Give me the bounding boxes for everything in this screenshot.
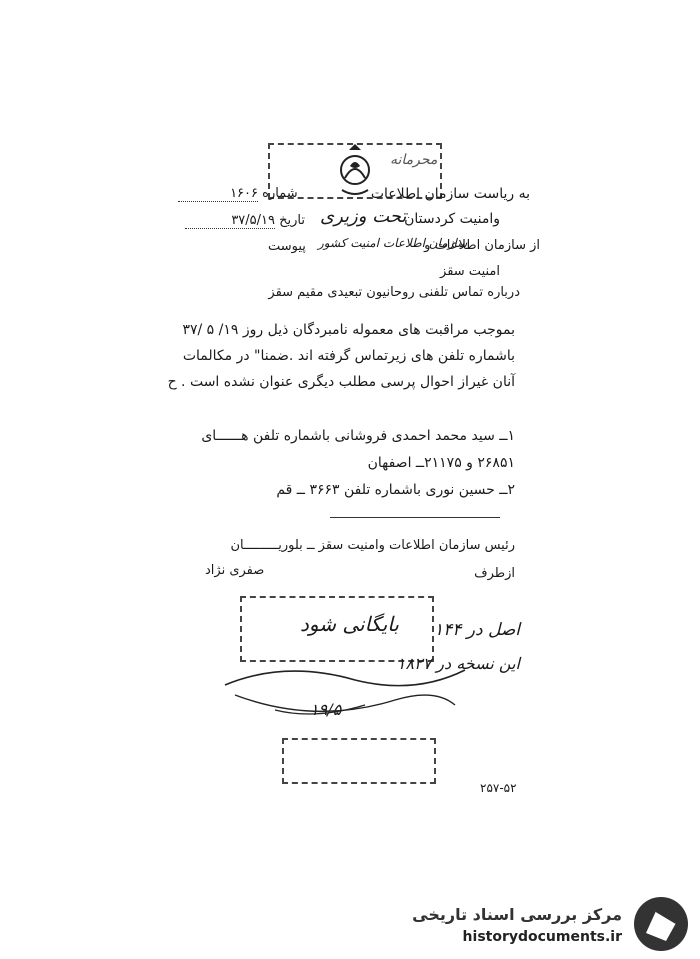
hand-annotation-3: ۱۹/۵ xyxy=(310,700,342,719)
signature-name: صفری نژاد xyxy=(205,563,265,578)
hand-annotation-1: اصل در ۱۴۴ xyxy=(433,620,520,640)
addressee-line1: به ریاست سازمان اطلاعات xyxy=(370,186,530,202)
date-field: تاریخ ۳۷/۵/۱۹ xyxy=(185,213,305,229)
filed-stamp-text: بایگانی شود xyxy=(300,612,399,636)
body-line-3: آنان غیراز احوال پرسی مطلب دیگری عنوان نشده است . ح xyxy=(167,374,515,390)
from-stamp: سازمان اطلاعات امنیت کشور xyxy=(318,236,468,250)
from-line2: امنیت سقز xyxy=(440,264,500,279)
from-line: از سازمان اطلاعات و xyxy=(424,238,540,253)
document-code: ۲۵۷-۵۲ xyxy=(480,781,517,795)
item-line-2: ۲۶۸۵۱ و ۲۱۱۷۵ــ اصفهان xyxy=(367,455,515,471)
handwritten-priority: تحت وزیری xyxy=(320,206,407,227)
emblem-stamp-text: محرمانه xyxy=(390,152,438,168)
body-line-1: بموجب مراقبت های معموله نامبردگان ذیل روز ۱۹/ ۵ /۳۷ xyxy=(182,322,515,338)
attachment-field: پیوست xyxy=(268,239,306,254)
watermark-title: مرکز بررسی اسناد تاریخی xyxy=(412,905,622,924)
signature-title: رئیس سازمان اطلاعات وامنیت سقز ــ بلوریـــــــــان xyxy=(230,538,515,553)
item-line-1: ۱ــ سید محمد احمدی فروشانی باشماره تلفن هــــــای xyxy=(201,428,515,444)
addressee-line2: وامنیت کردستان xyxy=(404,211,500,227)
separator-line xyxy=(330,517,500,518)
signature-scribble xyxy=(215,655,475,735)
body-line-2: باشماره تلفن های زیرتماس گرفته اند .ضمنا" در مکالمات xyxy=(182,348,515,364)
signature-on-behalf: ازطرف xyxy=(474,566,515,581)
subject-line: درباره تماس تلفنی روحانیون تبعیدی مقیم سقز xyxy=(268,285,520,300)
watermark-url: historydocuments.ir xyxy=(462,929,622,945)
hand-annotation-2: این نسخه در ۱۸۲۷ xyxy=(396,654,520,673)
item-line-3: ۲ــ حسین نوری باشماره تلفن ۳۶۶۳ ــ قم xyxy=(276,482,515,498)
archive-logo-icon xyxy=(632,895,690,953)
bottom-stamp xyxy=(282,738,436,784)
number-field: شماره ۱۶۰۶ xyxy=(178,186,298,202)
